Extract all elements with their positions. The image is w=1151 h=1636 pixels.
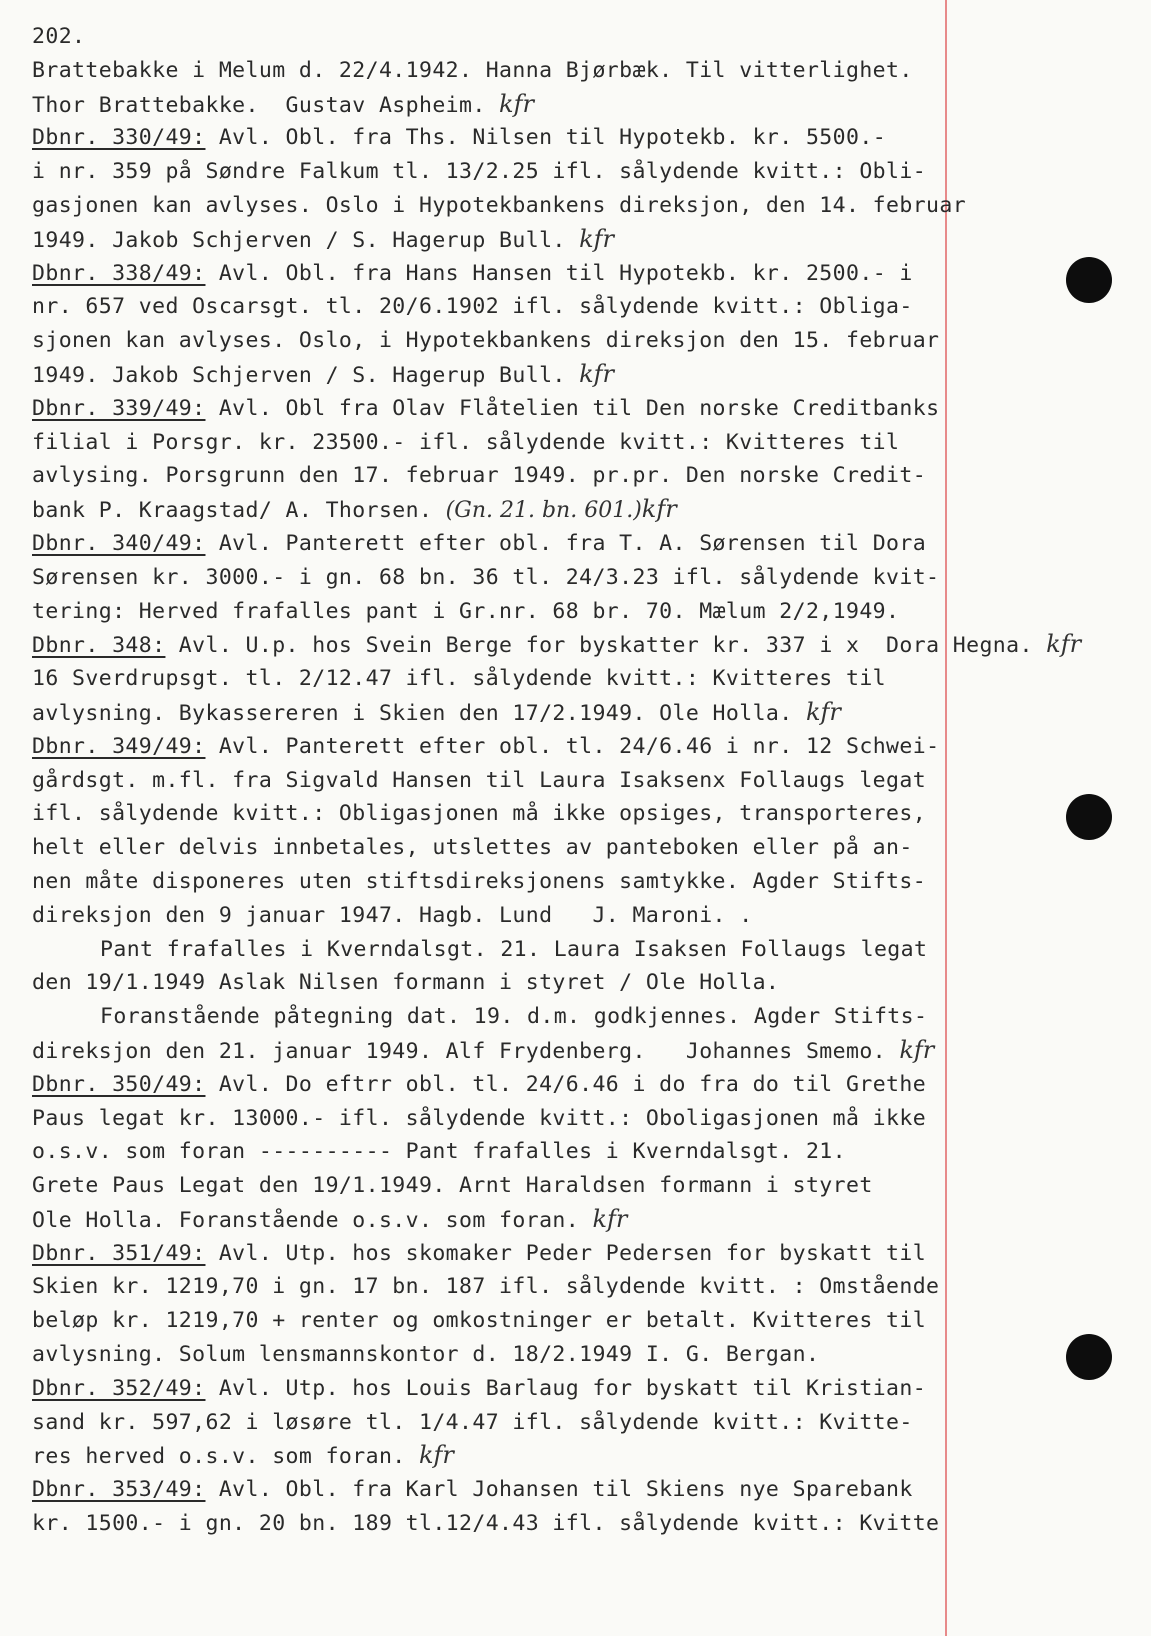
line-text: Pant frafalles i Kverndalsgt. 21. Laura Isaksen Follaugs legat bbox=[100, 936, 928, 962]
line-text: Avl. Panterett efter obl. tl. 24/6.46 i nr. 12 Schwei- bbox=[205, 733, 940, 759]
text-line bbox=[32, 426, 962, 460]
handwritten-initials: kfr bbox=[579, 359, 615, 388]
text-line bbox=[32, 966, 962, 1000]
line-text: Brattebakke i Melum d. 22/4.1942. Hanna Bjørbæk. Til vitterlighet. bbox=[32, 57, 913, 83]
text-line bbox=[32, 662, 962, 696]
handwritten-initials: kfr bbox=[641, 495, 677, 524]
text-line bbox=[32, 1068, 962, 1102]
entry-number: Dbnr. 338/49: bbox=[32, 260, 206, 286]
line-text: direksjon den 9 januar 1947. Hagb. Lund J. Maroni. . bbox=[32, 902, 753, 928]
line-text: o.s.v. som foran ---------- Pant frafalles i Kverndalsgt. 21. bbox=[32, 1139, 846, 1165]
handwritten-initials: kfr bbox=[499, 89, 534, 118]
line-text: direksjon den 21. januar 1949. Alf Frydenberg. Johannes Smemo. bbox=[32, 1038, 900, 1064]
line-text: 16 Sverdrupsgt. tl. 2/12.47 ifl. sålydende kvitt.: Kvitteres til bbox=[32, 666, 887, 692]
text-line bbox=[32, 1338, 962, 1372]
text-line bbox=[32, 54, 962, 88]
line-text: Grete Paus Legat den 19/1.1949. Arnt Haraldsen formann i styret bbox=[32, 1173, 873, 1199]
line-text: gasjonen kan avlyses. Oslo i Hypotekbankens direksjon, den 14. februar bbox=[32, 192, 967, 218]
line-text: sand kr. 597,62 i løsøre tl. 1/4.47 ifl. sålydende kvitt.: Kvitte- bbox=[32, 1409, 913, 1435]
text-line bbox=[32, 561, 962, 595]
text-line bbox=[32, 1406, 962, 1440]
text-line bbox=[32, 257, 962, 291]
entry-number: Dbnr. 348: bbox=[32, 633, 166, 659]
line-text: res herved o.s.v. som foran. bbox=[32, 1444, 419, 1470]
handwritten-initials: kfr bbox=[899, 1035, 935, 1064]
text-line bbox=[32, 392, 962, 426]
line-text: Foranstående påtegning dat. 19. d.m. godkjennes. Agder Stifts- bbox=[100, 1004, 928, 1030]
line-text: Thor Brattebakke. Gustav Aspheim. bbox=[32, 92, 500, 118]
punch-hole bbox=[1066, 794, 1112, 840]
handwritten-note: (Gn. 21. bn. 601.) bbox=[445, 498, 642, 524]
text-line bbox=[32, 933, 962, 967]
handwritten-initials: kfr bbox=[1046, 630, 1082, 659]
line-text: Skien kr. 1219,70 i gn. 17 bn. 187 ifl. sålydende kvitt. : Omstående bbox=[32, 1274, 940, 1300]
text-line bbox=[32, 189, 967, 223]
line-text: avlysning. Bykassereren i Skien den 17/2.1949. Ole Holla. bbox=[32, 700, 806, 726]
line-text: nen måte disponeres uten stiftsdireksjonens samtykke. Agder Stifts- bbox=[32, 868, 927, 894]
handwritten-initials: kfr bbox=[592, 1204, 628, 1233]
text-line bbox=[32, 88, 962, 122]
line-text: avlysing. Porsgrunn den 17. februar 1949. pr.pr. Den norske Credit- bbox=[32, 463, 927, 489]
line-text: Avl. Utp. hos Louis Barlaug for byskatt til Kristian- bbox=[205, 1375, 927, 1401]
line-text: sjonen kan avlyses. Oslo, i Hypotekbankens direksjon den 15. februar bbox=[32, 328, 940, 354]
handwritten-initials: kfr bbox=[579, 224, 615, 253]
line-text: Avl. Do eftrr obl. tl. 24/6.46 i do fra do til Grethe bbox=[205, 1071, 927, 1097]
line-text: Avl. Utp. hos skomaker Peder Pedersen for byskatt til bbox=[205, 1240, 927, 1266]
entry-number: Dbnr. 352/49: bbox=[32, 1375, 206, 1401]
text-line bbox=[32, 527, 962, 561]
text-line bbox=[32, 223, 962, 257]
text-line bbox=[32, 628, 1082, 662]
text-line bbox=[32, 696, 962, 730]
text-line bbox=[32, 1473, 962, 1507]
entry-number: Dbnr. 339/49: bbox=[32, 395, 206, 421]
text-line bbox=[32, 831, 962, 865]
line-text: Avl. Panterett efter obl. fra T. A. Sørensen til Dora bbox=[205, 530, 927, 556]
entry-number: Dbnr. 349/49: bbox=[32, 733, 206, 759]
line-text: kr. 1500.- i gn. 20 bn. 189 tl.12/4.43 ifl. sålydende kvitt.: Kvitte bbox=[32, 1511, 940, 1537]
text-line bbox=[32, 595, 962, 629]
line-text: den 19/1.1949 Aslak Nilsen formann i styret / Ole Holla. bbox=[32, 970, 780, 996]
entry-number: Dbnr. 330/49: bbox=[32, 125, 206, 151]
page-number: 202. bbox=[32, 24, 86, 49]
line-text: Avl. U.p. hos Svein Berge for byskatter kr. 337 i x Dora Hegna. bbox=[165, 633, 1047, 659]
entry-number: Dbnr. 340/49: bbox=[32, 530, 206, 556]
line-text: gårdsgt. m.fl. fra Sigvald Hansen til Laura Isaksenx Follaugs legat bbox=[32, 767, 927, 793]
line-text: tering: Herved frafalles pant i Gr.nr. 68 br. 70. Mælum 2/2,1949. bbox=[32, 598, 900, 624]
text-line bbox=[32, 290, 962, 324]
line-text: 1949. Jakob Schjerven / S. Hagerup Bull. bbox=[32, 362, 580, 388]
text-line bbox=[32, 797, 962, 831]
text-line bbox=[32, 1507, 962, 1541]
entry-number: Dbnr. 353/49: bbox=[32, 1477, 206, 1503]
text-line bbox=[32, 1034, 962, 1068]
text-line bbox=[32, 1372, 962, 1406]
text-line bbox=[32, 1304, 962, 1338]
text-line bbox=[32, 1270, 962, 1304]
text-line bbox=[32, 899, 962, 933]
text-line bbox=[32, 493, 962, 527]
text-line bbox=[32, 1169, 962, 1203]
line-text: Ole Holla. Foranstående o.s.v. som foran. bbox=[32, 1207, 593, 1233]
text-line bbox=[32, 764, 962, 798]
line-text: bank P. Kraagstad/ A. Thorsen. bbox=[32, 498, 446, 524]
text-line bbox=[32, 1203, 962, 1237]
line-text: Paus legat kr. 13000.- ifl. sålydende kvitt.: Oboligasjonen må ikke bbox=[32, 1105, 927, 1131]
handwritten-initials: kfr bbox=[418, 1441, 454, 1470]
punch-hole bbox=[1066, 257, 1112, 303]
text-line bbox=[32, 1237, 962, 1271]
line-text: avlysning. Solum lensmannskontor d. 18/2.1949 I. G. Bergan. bbox=[32, 1342, 820, 1368]
text-line bbox=[32, 459, 962, 493]
line-text: ifl. sålydende kvitt.: Obligasjonen må ikke opsiges, transporteres, bbox=[32, 801, 927, 827]
text-line bbox=[32, 324, 962, 358]
text-line bbox=[32, 155, 962, 189]
handwritten-initials: kfr bbox=[805, 697, 841, 726]
line-text: Avl. Obl. fra Ths. Nilsen til Hypotekb. kr. 5500.- bbox=[205, 125, 887, 151]
text-line bbox=[32, 1439, 962, 1473]
text-line bbox=[32, 358, 962, 392]
text-line bbox=[32, 865, 962, 899]
text-line bbox=[32, 121, 962, 155]
text-line bbox=[32, 1135, 962, 1169]
entry-number: Dbnr. 351/49: bbox=[32, 1240, 206, 1266]
line-text: i nr. 359 på Søndre Falkum tl. 13/2.25 ifl. sålydende kvitt.: Obli- bbox=[32, 159, 927, 185]
register-text bbox=[32, 20, 1082, 1541]
text-line bbox=[32, 1000, 962, 1034]
entry-number: Dbnr. 350/49: bbox=[32, 1071, 206, 1097]
line-text: 1949. Jakob Schjerven / S. Hagerup Bull. bbox=[32, 227, 580, 253]
line-text: helt eller delvis innbetales, utslettes av panteboken eller på an- bbox=[32, 835, 913, 861]
text-line bbox=[32, 1102, 962, 1136]
line-text: filial i Porsgr. kr. 23500.- ifl. sålydende kvitt.: Kvitteres til bbox=[32, 429, 900, 455]
text-line bbox=[32, 730, 962, 764]
line-text: nr. 657 ved Oscarsgt. tl. 20/6.1902 ifl. sålydende kvitt.: Obliga- bbox=[32, 294, 913, 320]
line-text: Avl. Obl fra Olav Flåtelien til Den norske Creditbanks bbox=[205, 395, 940, 421]
line-text: Avl. Obl. fra Hans Hansen til Hypotekb. kr. 2500.- i bbox=[205, 260, 913, 286]
line-text: Avl. Obl. fra Karl Johansen til Skiens nye Sparebank bbox=[205, 1477, 913, 1503]
line-text: beløp kr. 1219,70 + renter og omkostninger er betalt. Kvitteres til bbox=[32, 1308, 927, 1334]
line-text: Sørensen kr. 3000.- i gn. 68 bn. 36 tl. 24/3.23 ifl. sålydende kvit- bbox=[32, 564, 940, 590]
punch-hole bbox=[1066, 1334, 1112, 1380]
